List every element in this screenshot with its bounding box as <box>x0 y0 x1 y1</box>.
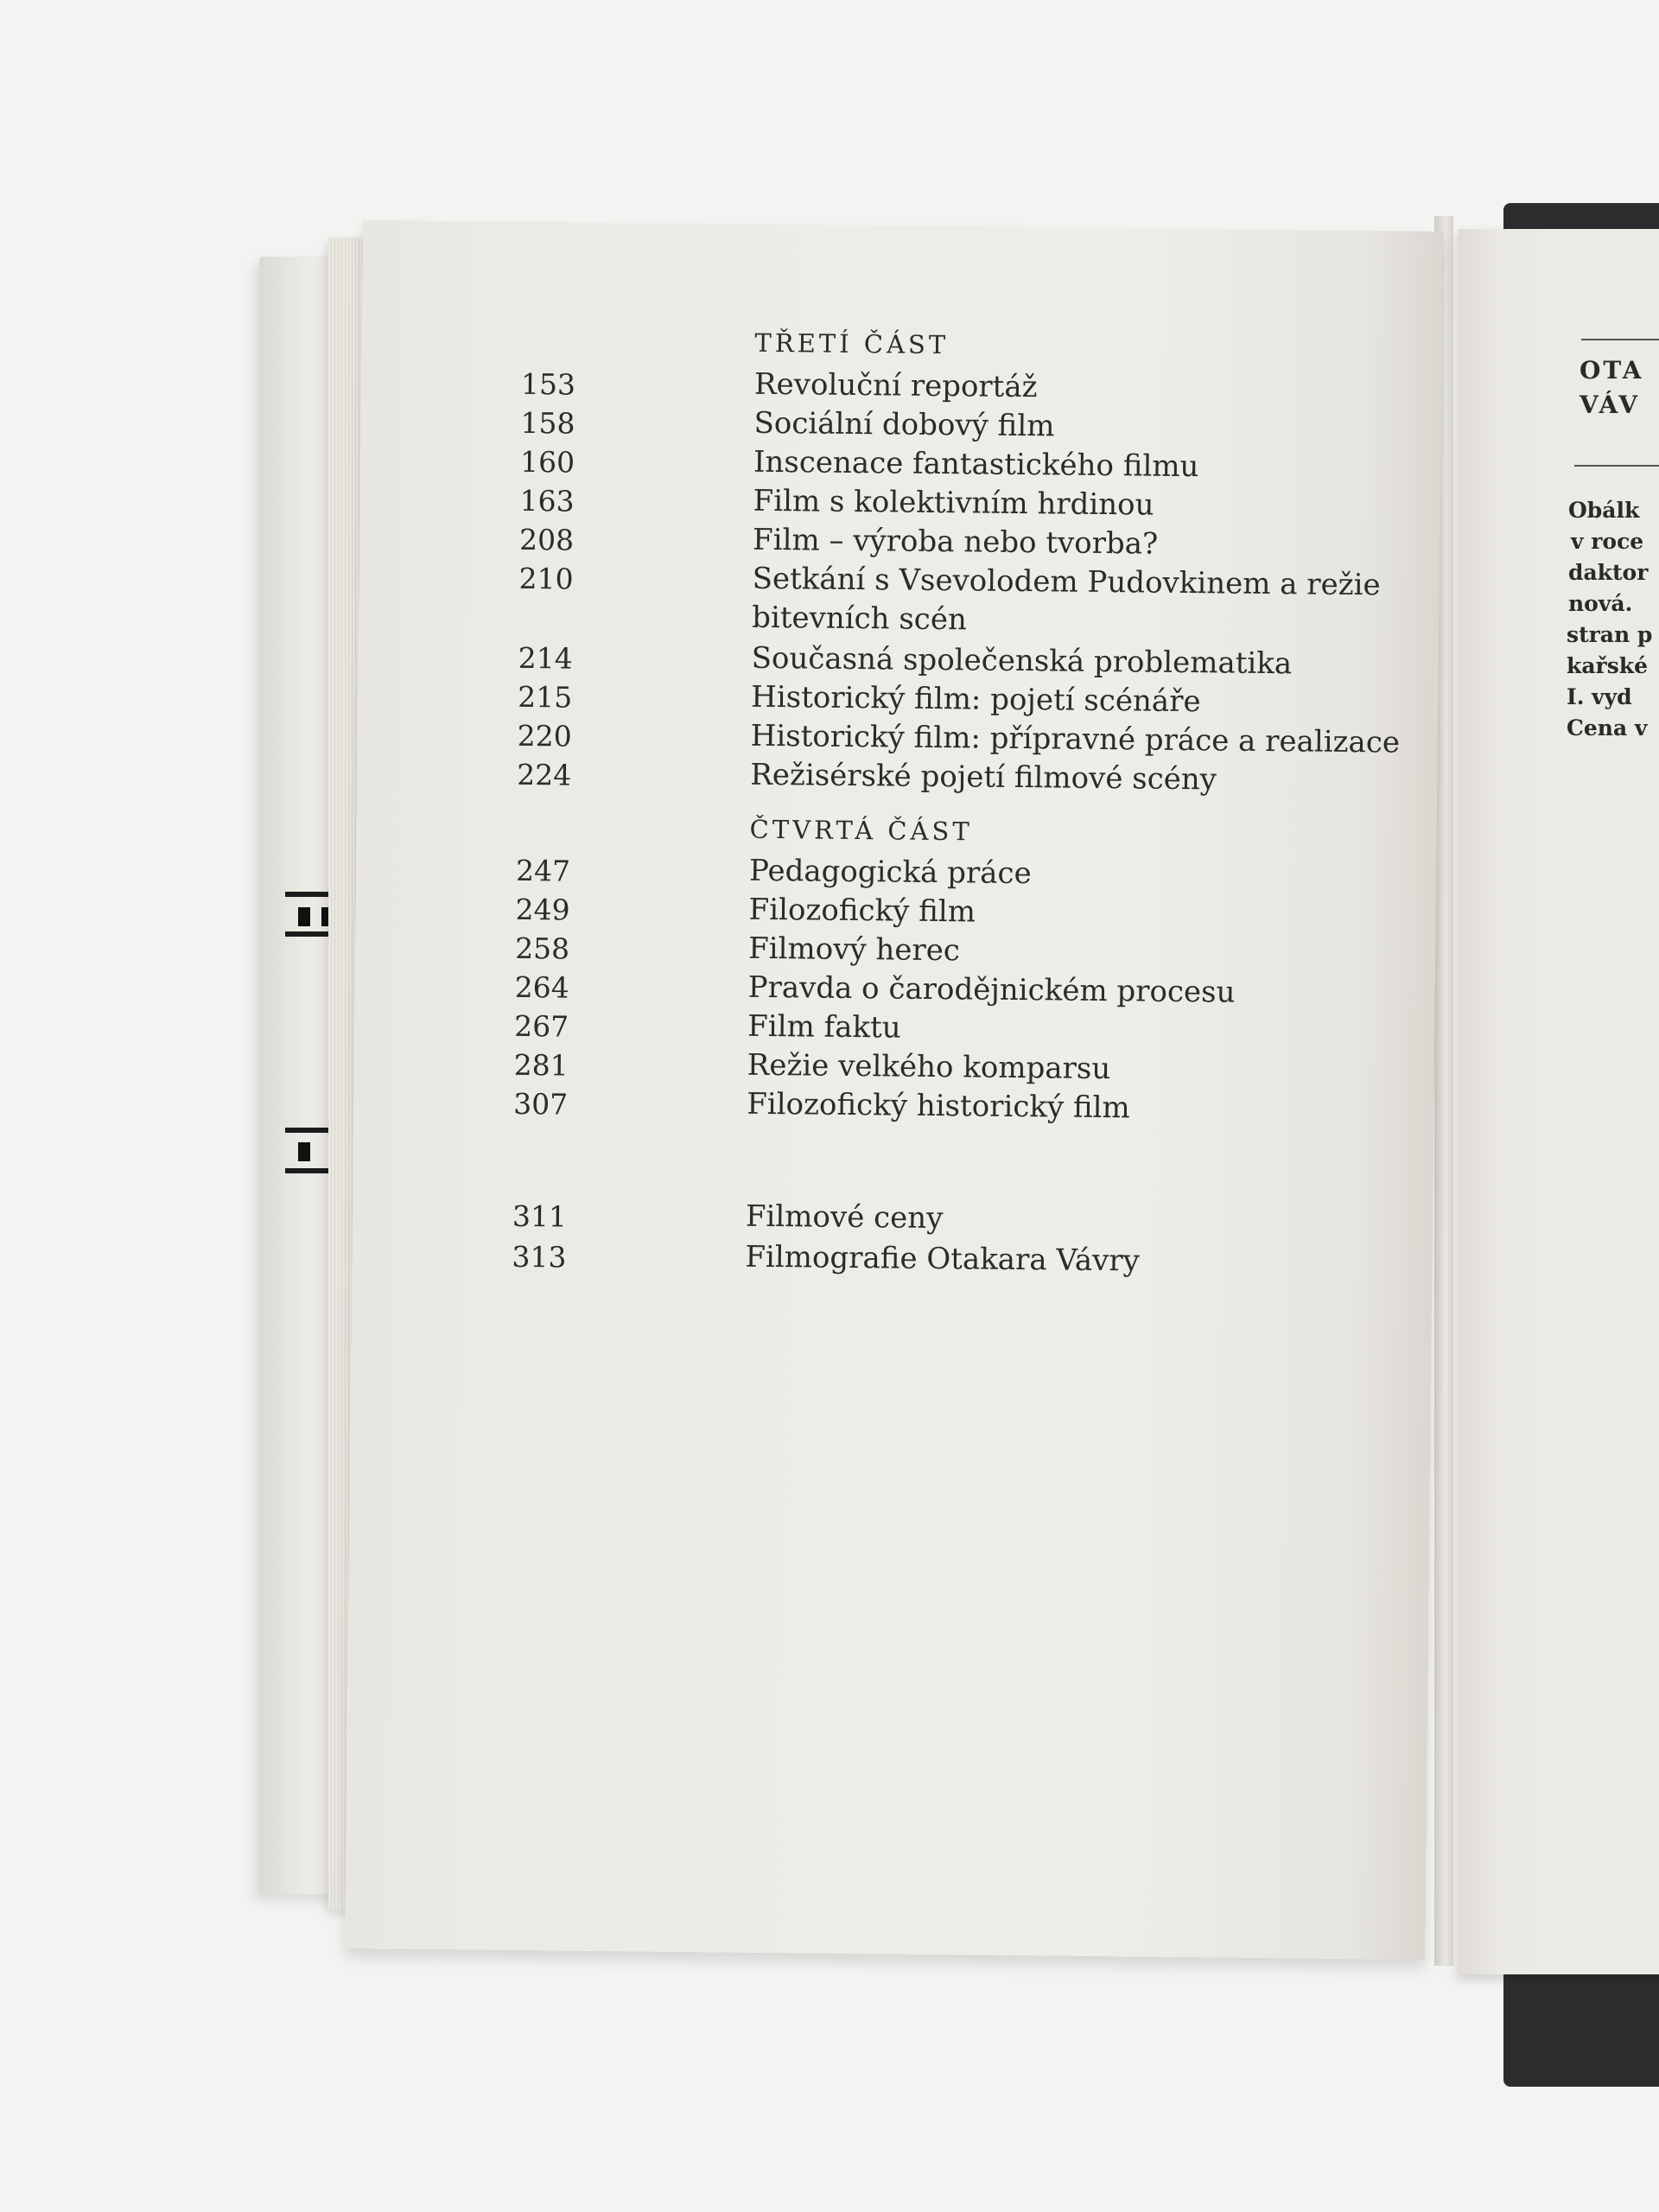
toc-page-number: 163 <box>519 483 575 518</box>
toc-page-number: 158 <box>520 405 575 441</box>
section-heading: ČTVRTÁ ČÁST <box>749 814 973 847</box>
cover-film-marker <box>298 1142 310 1161</box>
toc-entry-title: Filozofický historický film <box>747 1086 1130 1126</box>
right-page-heading-line: OTA <box>1580 356 1644 385</box>
toc-page-number: 214 <box>518 640 573 676</box>
toc-page-number: 264 <box>514 969 569 1005</box>
toc-entry-title: Film s kolektivním hrdinou <box>753 483 1154 523</box>
toc-page-number: 267 <box>514 1008 569 1044</box>
toc-page-number: 249 <box>515 892 570 927</box>
toc-entry-title: Filmový herec <box>747 931 961 969</box>
toc-page-number: 153 <box>520 366 576 402</box>
toc-entry-title: Filmové ceny <box>745 1198 944 1236</box>
toc-entry-title: Inscenace fantastického filmu <box>753 444 1199 485</box>
toc-page-number: 215 <box>518 679 573 715</box>
toc-entry-title: Historický film: přípravné práce a realizace <box>750 718 1401 760</box>
section-heading: TŘETÍ ČÁST <box>754 327 950 360</box>
right-page-text-line: nová. <box>1568 591 1633 616</box>
toc-entry-title: Revoluční reportáž <box>753 366 1038 405</box>
toc-entry-title: Režie velkého komparsu <box>747 1047 1111 1087</box>
toc-entry-title: Současná společenská problematika <box>751 640 1293 682</box>
toc-entry-title: Filmografie Otakara Vávry <box>745 1239 1140 1279</box>
toc-page-number: 311 <box>512 1198 568 1234</box>
right-page-rule <box>1574 465 1659 467</box>
toc-entry-title: Setkání s Vsevolodem Pudovkinem a režie <box>752 561 1381 603</box>
left-page <box>345 220 1443 1960</box>
toc-page-number: 281 <box>513 1047 569 1083</box>
right-page <box>1459 229 1659 1974</box>
toc-entry-title-continuation: bitevních scén <box>752 600 968 638</box>
toc-entry-title: Pedagogická práce <box>748 853 1032 892</box>
right-page-text-line: daktor <box>1568 560 1649 585</box>
toc-entry-title: Režisérské pojetí filmové scény <box>750 757 1217 798</box>
right-page-text-line: Cena v <box>1567 715 1648 741</box>
toc-page-number: 224 <box>517 757 572 792</box>
toc-entry-title: Sociální dobový film <box>753 405 1055 444</box>
toc-entry-title: Film – výroba nebo tvorba? <box>752 522 1159 562</box>
toc-page-number: 208 <box>518 522 575 557</box>
right-page-text-line: Obálk <box>1568 498 1640 523</box>
toc-page-number: 307 <box>513 1086 569 1122</box>
toc-page-number: 220 <box>517 718 572 753</box>
toc-entry-title: Film faktu <box>747 1008 901 1046</box>
toc-page-number: 247 <box>515 853 571 888</box>
toc-page-number: 210 <box>518 561 574 596</box>
right-page-text-line: stran p <box>1567 622 1653 647</box>
right-page-text-line: v roce <box>1571 529 1644 554</box>
toc-entry-title: Pravda o čarodějnickém procesu <box>747 969 1236 1010</box>
toc-page-number: 258 <box>514 931 570 966</box>
cover-film-marker <box>298 907 310 926</box>
toc-entry-title: Filozofický film <box>748 892 976 930</box>
toc-section-third <box>363 220 1443 798</box>
right-page-heading-line: VÁV <box>1580 391 1640 419</box>
toc-page-number: 160 <box>519 444 575 480</box>
right-page-text-line: I. vyd <box>1567 684 1632 709</box>
right-page-text-line: kařské <box>1567 653 1648 678</box>
right-page-rule <box>1581 339 1659 340</box>
toc-page-number: 313 <box>512 1239 567 1274</box>
toc-entry-title: Historický film: pojetí scénáře <box>751 679 1201 720</box>
